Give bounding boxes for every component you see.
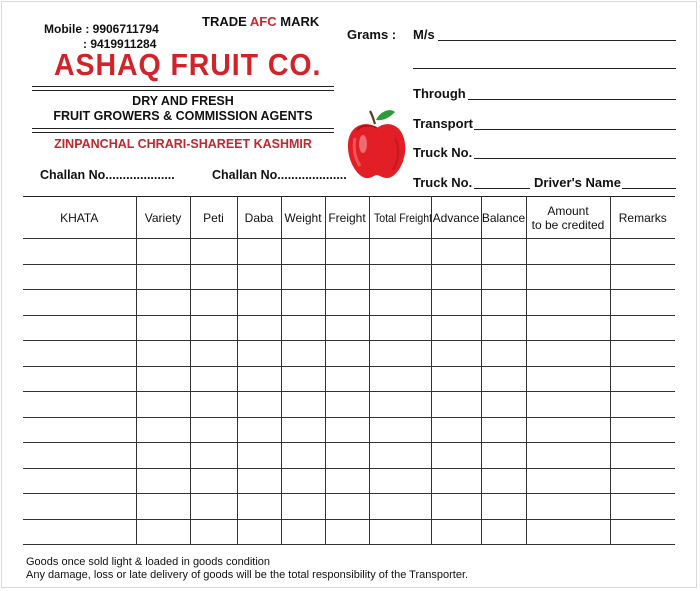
address: ZINPANCHAL CHRARI-SHAREET KASHMIR [54, 137, 312, 151]
table-cell[interactable] [190, 366, 237, 392]
table-cell[interactable] [369, 468, 431, 494]
table-cell[interactable] [526, 494, 610, 520]
table-header-row [23, 197, 675, 239]
table-cell[interactable] [526, 417, 610, 443]
table-cell[interactable] [325, 264, 369, 290]
table-cell[interactable] [23, 468, 136, 494]
table-cell[interactable] [369, 239, 431, 265]
table-cell[interactable] [369, 494, 431, 520]
table-cell[interactable] [237, 239, 281, 265]
table-cell[interactable] [610, 417, 675, 443]
table-cell[interactable] [369, 290, 431, 316]
table-cell[interactable] [136, 366, 190, 392]
table-cell[interactable] [136, 443, 190, 469]
table-cell[interactable] [526, 264, 610, 290]
table-cell[interactable] [281, 341, 325, 367]
mobile-line-2: : 9419911284 [83, 37, 157, 51]
table-cell[interactable] [237, 341, 281, 367]
table-cell[interactable] [325, 290, 369, 316]
through-field-line[interactable] [468, 99, 676, 100]
table-cell[interactable] [431, 392, 481, 418]
table-cell[interactable] [481, 290, 526, 316]
footer-line-1: Goods once sold light & loaded in goods condition [26, 556, 271, 568]
col-header-remarks: Remarks [610, 197, 675, 239]
table-cell[interactable] [190, 392, 237, 418]
divider-line-3 [32, 128, 334, 129]
divider-line-4 [32, 132, 334, 133]
table-cell[interactable] [190, 468, 237, 494]
table-cell[interactable] [431, 239, 481, 265]
apple-logo-icon [345, 108, 409, 182]
table-cell[interactable] [281, 290, 325, 316]
table-row [23, 239, 675, 265]
table-cell[interactable] [281, 392, 325, 418]
table-row [23, 341, 675, 367]
table-cell[interactable] [190, 443, 237, 469]
table-cell[interactable] [190, 290, 237, 316]
table-row [23, 290, 675, 316]
table-cell[interactable] [325, 494, 369, 520]
table-cell[interactable] [431, 290, 481, 316]
total-freight-text: Total Freight [373, 210, 432, 225]
truck-no-label-1: Truck No. [413, 145, 473, 160]
table-cell[interactable] [369, 341, 431, 367]
table-cell[interactable] [526, 315, 610, 341]
trade-prefix: TRADE [202, 14, 250, 29]
table-cell[interactable] [325, 315, 369, 341]
table-cell[interactable] [23, 264, 136, 290]
table-cell[interactable] [136, 315, 190, 341]
table-cell[interactable] [481, 443, 526, 469]
table-cell[interactable] [610, 443, 675, 469]
transport-label: Transport [413, 116, 473, 131]
table-cell[interactable] [23, 443, 136, 469]
table-cell[interactable] [481, 392, 526, 418]
tagline-growers: FRUIT GROWERS & COMMISSION AGENTS [53, 109, 313, 123]
table-cell[interactable] [481, 494, 526, 520]
challan-no-left: Challan No.................... [40, 168, 175, 182]
table-cell[interactable] [431, 443, 481, 469]
truck-no-field-line-2[interactable] [474, 188, 530, 189]
table-cell[interactable] [136, 494, 190, 520]
table-cell[interactable] [325, 443, 369, 469]
table-cell[interactable] [281, 519, 325, 545]
table-cell[interactable] [610, 315, 675, 341]
table-cell[interactable] [23, 366, 136, 392]
table-cell[interactable] [481, 366, 526, 392]
drivers-name-label: Driver's Name [534, 175, 621, 190]
table-cell[interactable] [190, 239, 237, 265]
table-cell[interactable] [281, 443, 325, 469]
table-cell[interactable] [369, 264, 431, 290]
table-cell[interactable] [610, 392, 675, 418]
footer-line-2: Any damage, loss or late delivery of goods will be the total responsibility of the Transporter. [26, 569, 469, 581]
table-cell[interactable] [281, 494, 325, 520]
table-cell[interactable] [325, 239, 369, 265]
table-cell[interactable] [237, 519, 281, 545]
table-row [23, 417, 675, 443]
table-cell[interactable] [526, 239, 610, 265]
tagline-dry-fresh: DRY AND FRESH [132, 94, 234, 108]
table-cell[interactable] [481, 264, 526, 290]
table-cell[interactable] [481, 315, 526, 341]
table-cell[interactable] [369, 366, 431, 392]
table-cell[interactable] [281, 366, 325, 392]
col-header-advance: Advance [431, 197, 481, 239]
table-row [23, 494, 675, 520]
table-cell[interactable] [237, 315, 281, 341]
table-cell[interactable] [369, 417, 431, 443]
table-cell[interactable] [481, 341, 526, 367]
ms-field-line-2[interactable] [413, 68, 676, 69]
truck-no-label-2: Truck No. [413, 175, 473, 190]
table-row [23, 264, 675, 290]
table-cell[interactable] [610, 239, 675, 265]
table-cell[interactable] [431, 264, 481, 290]
table-cell[interactable] [431, 417, 481, 443]
table-cell[interactable] [190, 417, 237, 443]
col-header-peti: Peti [190, 197, 237, 239]
table-row [23, 366, 675, 392]
col-header-freight: Freight [325, 197, 369, 239]
table-cell[interactable] [526, 366, 610, 392]
table-cell[interactable] [281, 239, 325, 265]
table-cell[interactable] [610, 264, 675, 290]
company-name: ASHAQ FRUIT CO. [54, 47, 322, 82]
ledger-table [23, 196, 675, 545]
table-cell[interactable] [481, 519, 526, 545]
table-cell[interactable] [190, 494, 237, 520]
table-cell[interactable] [23, 290, 136, 316]
amount-text: Amount [547, 203, 589, 218]
table-cell[interactable] [526, 392, 610, 418]
col-header-total-freight [369, 197, 431, 239]
col-header-balance: Balance [481, 197, 526, 239]
table-cell[interactable] [281, 468, 325, 494]
table-cell[interactable] [526, 468, 610, 494]
table-cell[interactable] [23, 519, 136, 545]
table-cell[interactable] [190, 519, 237, 545]
table-cell[interactable] [369, 443, 431, 469]
table-cell[interactable] [610, 494, 675, 520]
mobile-line-1: Mobile : 9906711794 [44, 22, 159, 36]
table-cell[interactable] [136, 239, 190, 265]
table-cell[interactable] [526, 443, 610, 469]
table-cell[interactable] [237, 290, 281, 316]
footer-notes [26, 556, 468, 582]
table-cell[interactable] [526, 519, 610, 545]
table-cell[interactable] [190, 264, 237, 290]
table-cell[interactable] [23, 341, 136, 367]
table-cell[interactable] [136, 417, 190, 443]
trade-suffix: MARK [276, 14, 320, 29]
transport-field-line[interactable] [474, 129, 676, 130]
table-cell[interactable] [325, 341, 369, 367]
table-cell[interactable] [481, 468, 526, 494]
challan-no-right: Challan No.................... [212, 168, 347, 182]
table-cell[interactable] [237, 264, 281, 290]
table-cell[interactable] [325, 417, 369, 443]
table-cell[interactable] [23, 494, 136, 520]
table-cell[interactable] [325, 468, 369, 494]
table-cell[interactable] [23, 239, 136, 265]
divider-line-2 [32, 90, 334, 91]
trade-mark-label [202, 14, 319, 29]
col-header-weight: Weight [281, 197, 325, 239]
table-cell[interactable] [610, 468, 675, 494]
amount-sub-text: to be credited [531, 217, 605, 232]
table-cell[interactable] [237, 468, 281, 494]
table-cell[interactable] [23, 417, 136, 443]
col-header-daba: Daba [237, 197, 281, 239]
table-cell[interactable] [136, 392, 190, 418]
table-row [23, 519, 675, 545]
table-cell[interactable] [281, 315, 325, 341]
table-cell[interactable] [237, 392, 281, 418]
table-cell[interactable] [237, 494, 281, 520]
table-cell[interactable] [237, 366, 281, 392]
ms-label: M/s [413, 27, 435, 42]
divider-line-1 [32, 86, 334, 87]
table-cell[interactable] [190, 315, 237, 341]
table-cell[interactable] [136, 341, 190, 367]
table-row [23, 392, 675, 418]
table-cell[interactable] [610, 341, 675, 367]
table-cell[interactable] [431, 494, 481, 520]
table-cell[interactable] [136, 468, 190, 494]
through-label: Through [413, 86, 466, 101]
grams-label: Grams : [347, 27, 397, 42]
table-cell[interactable] [610, 519, 675, 545]
table-cell[interactable] [431, 519, 481, 545]
col-header-khata: KHATA [23, 197, 136, 239]
table-cell[interactable] [369, 519, 431, 545]
col-header-variety: Variety [136, 197, 190, 239]
table-cell[interactable] [610, 290, 675, 316]
drivers-name-field-line[interactable] [622, 188, 676, 189]
table-row [23, 315, 675, 341]
table-cell[interactable] [481, 417, 526, 443]
table-row [23, 468, 675, 494]
table-cell[interactable] [431, 341, 481, 367]
table-cell[interactable] [431, 366, 481, 392]
table-cell[interactable] [325, 519, 369, 545]
ms-field-line[interactable] [438, 40, 676, 41]
table-cell[interactable] [431, 315, 481, 341]
table-cell[interactable] [431, 468, 481, 494]
table-cell[interactable] [23, 315, 136, 341]
table-cell[interactable] [281, 417, 325, 443]
table-cell[interactable] [481, 239, 526, 265]
table-cell[interactable] [369, 315, 431, 341]
table-cell[interactable] [369, 392, 431, 418]
col-header-amount [526, 197, 610, 239]
trade-mark-code: AFC [249, 14, 277, 29]
table-cell[interactable] [325, 366, 369, 392]
table-cell[interactable] [610, 366, 675, 392]
table-cell[interactable] [526, 290, 610, 316]
truck-no-field-line-1[interactable] [474, 158, 676, 159]
table-cell[interactable] [190, 341, 237, 367]
table-cell[interactable] [237, 443, 281, 469]
table-row [23, 443, 675, 469]
table-cell[interactable] [237, 417, 281, 443]
table-cell[interactable] [23, 392, 136, 418]
table-cell[interactable] [136, 290, 190, 316]
table-cell[interactable] [281, 264, 325, 290]
table-cell[interactable] [325, 392, 369, 418]
table-body [23, 239, 675, 545]
table-cell[interactable] [526, 341, 610, 367]
table-cell[interactable] [136, 264, 190, 290]
table-cell[interactable] [136, 519, 190, 545]
